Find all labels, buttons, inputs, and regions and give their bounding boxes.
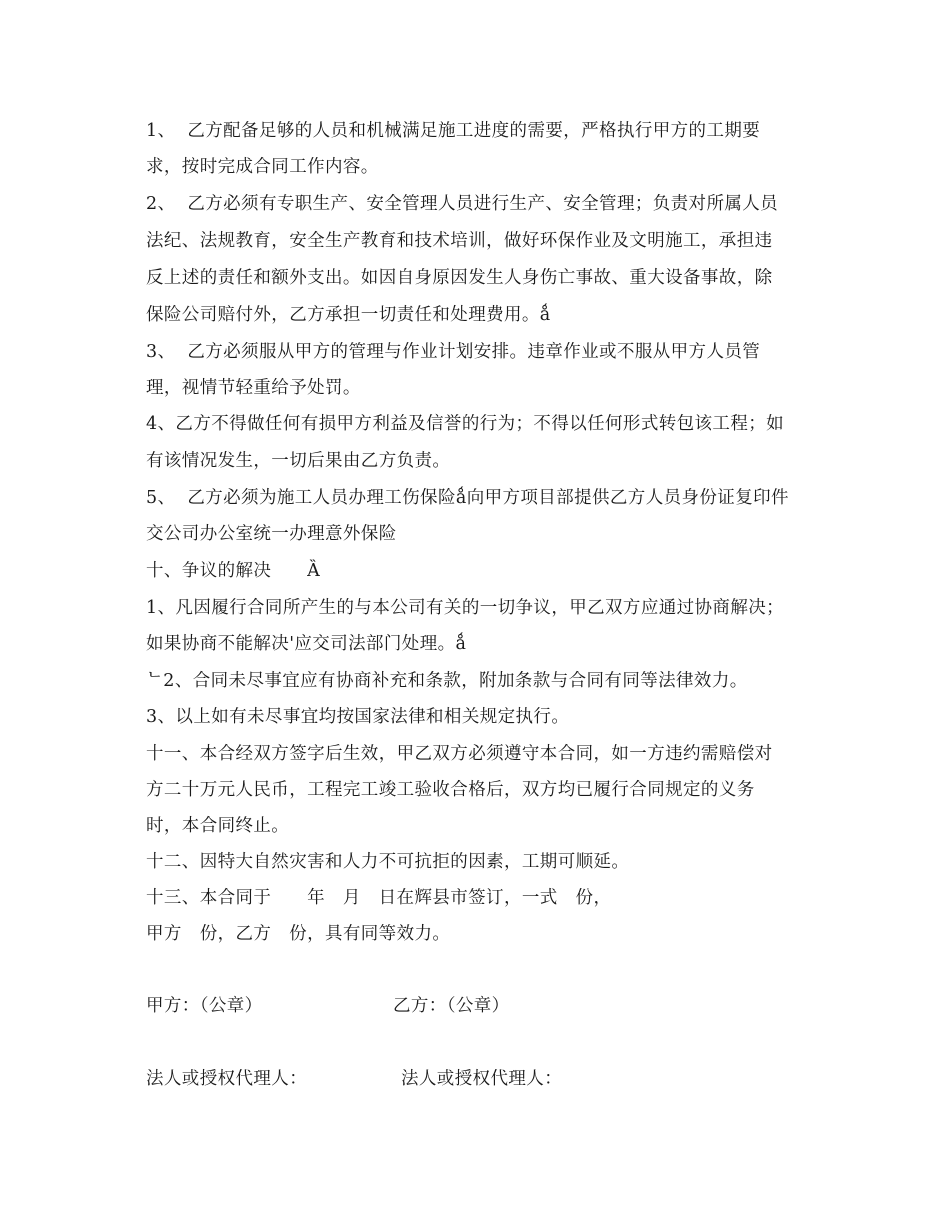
text-line: 甲方 份，乙方 份，具有同等效力。 (146, 924, 451, 944)
text-line: 4、乙方不得做任何有损甲方利益及信誉的行为；不得以任何形式转包该工程；如 (146, 414, 785, 434)
party-b-representative-label: 法人或授权代理人： (401, 1069, 563, 1089)
section-heading: 十、争议的解决 Ȁ (146, 561, 321, 581)
party-a-seal-label: 甲方：（公章） (146, 996, 263, 1016)
text-line: 求，按时完成合同工作内容。 (146, 157, 379, 177)
text-line: 如果协商不能解决'应交司法部门处理。ǻ (146, 634, 467, 654)
text-line: 十三、本合同于 年 月 日在辉县市签订，一式 份， (146, 888, 612, 908)
text-line: 反上述的责任和额外支出。如因自身原因发生人身伤亡事故、重大设备事故，除 (146, 268, 773, 288)
text-line: ᄂ2、合同未尽事宜应有协商补充和条款，附加条款与合同有同等法律效力。 (146, 671, 748, 691)
text-line: 法纪、法规教育，安全生产教育和技术培训，做好环保作业及文明施工，承担违 (146, 231, 773, 251)
text-line: 理，视情节轻重给予处罚。 (146, 378, 361, 398)
text-line: 3、 乙方必须服从甲方的管理与作业计划安排。违章作业或不服从甲方人员管 (146, 342, 761, 362)
text-line: 1、凡因履行合同所产生的与本公司有关的一切争议，甲乙双方应通过协商解决； (146, 598, 785, 618)
party-b-seal-label: 乙方：（公章） (393, 996, 510, 1016)
text-line: 3、以上如有未尽事宜均按国家法律和相关规定执行。 (146, 707, 570, 727)
text-line: 2、 乙方必须有专职生产、安全管理人员进行生产、安全管理；负责对所属人员 (146, 194, 779, 214)
text-line: 方二十万元人民币，工程完工竣工验收合格后，双方均已履行合同规定的义务 (146, 780, 755, 800)
text-line: 十二、因特大自然灾害和人力不可抗拒的因素，工期可顺延。 (146, 852, 630, 872)
text-line: 保险公司赔付外，乙方承担一切责任和处理费用。ǻ (146, 305, 551, 325)
text-line: 十一、本合经双方签字后生效，甲乙双方必须遵守本合同，如一方违约需赔偿对 (146, 744, 773, 764)
text-line: 有该情况发生，一切后果由乙方负责。 (146, 451, 451, 471)
text-line: 5、 乙方必须为施工人员办理工伤保险ǻ向甲方项目部提供乙方人员身份证复印件 (146, 488, 789, 508)
text-line: 时，本合同终止。 (146, 816, 290, 836)
text-line: 1、 乙方配备足够的人员和机械满足施工进度的需要，严格执行甲方的工期要 (146, 121, 761, 141)
party-a-representative-label: 法人或授权代理人： (146, 1069, 308, 1089)
text-line: 交公司办公室统一办理意外保险 (146, 524, 397, 544)
